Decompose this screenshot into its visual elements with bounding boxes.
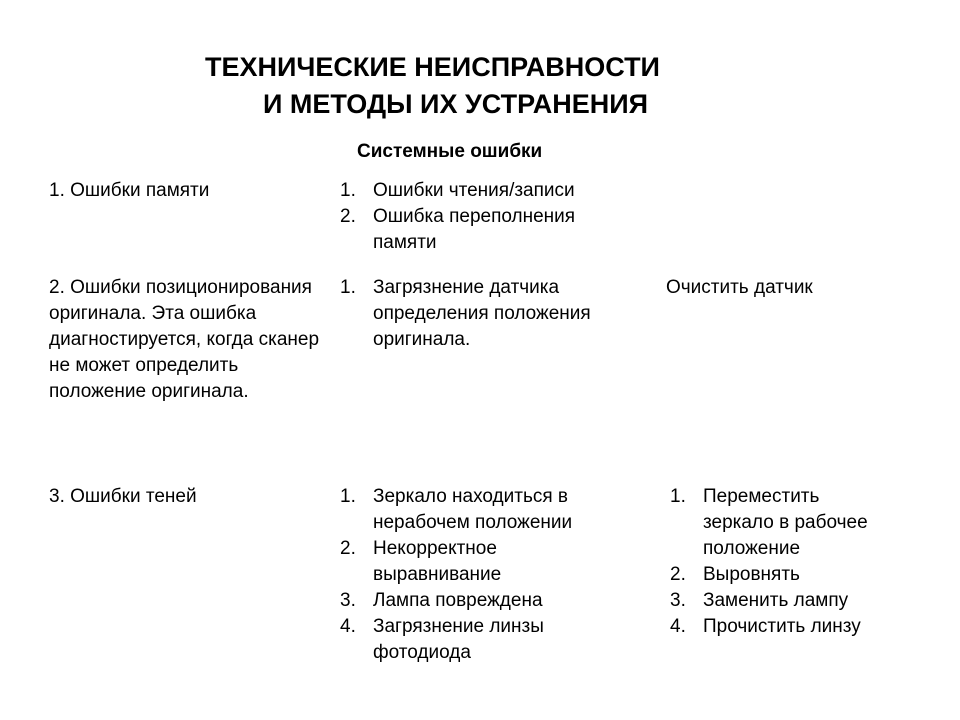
list-item: 2. Ошибка переполнения памяти [340, 206, 576, 253]
page-title-line-2: И МЕТОДЫ ИХ УСТРАНЕНИЯ [263, 89, 649, 119]
error-cell: 1. Ошибки памяти [49, 180, 210, 201]
page-title-line-1: ТЕХНИЧЕСКИЕ НЕИСПРАВНОСТИ [205, 52, 660, 82]
error-cell: 2. Ошибки позиционирования оригинала. Эта ошибка диагностируется, когда сканер не может определить положение оригинала. [49, 277, 320, 402]
list-item: 1. Загрязнение датчика определения положения оригинала. [340, 277, 591, 350]
fixes-list [670, 484, 930, 640]
causes-cell [340, 275, 640, 353]
list-item: 1. Переместить зеркало в рабочее положение [670, 486, 868, 559]
list-item: 3. Заменить лампу [670, 590, 849, 611]
causes-list [340, 178, 640, 256]
section-subtitle: Системные ошибки [357, 141, 543, 162]
causes-list [340, 275, 640, 353]
fix-cell: Очистить датчик [666, 277, 813, 298]
list-item: 4. Прочистить линзу [670, 616, 861, 637]
list-item: 3. Лампа повреждена [340, 590, 543, 611]
list-item: 4. Загрязнение линзы фотодиода [340, 616, 544, 663]
causes-cell [340, 178, 640, 256]
list-item: 1. Ошибки чтения/записи [340, 180, 575, 201]
causes-list [340, 484, 640, 666]
error-cell: 3. Ошибки теней [49, 486, 197, 507]
list-item: 1. Зеркало находиться в нерабочем положении [340, 486, 573, 533]
causes-cell [340, 484, 640, 666]
fixes-cell [670, 484, 930, 640]
list-item: 2. Некорректное выравнивание [340, 538, 502, 585]
list-item: 2. Выровнять [670, 564, 800, 585]
